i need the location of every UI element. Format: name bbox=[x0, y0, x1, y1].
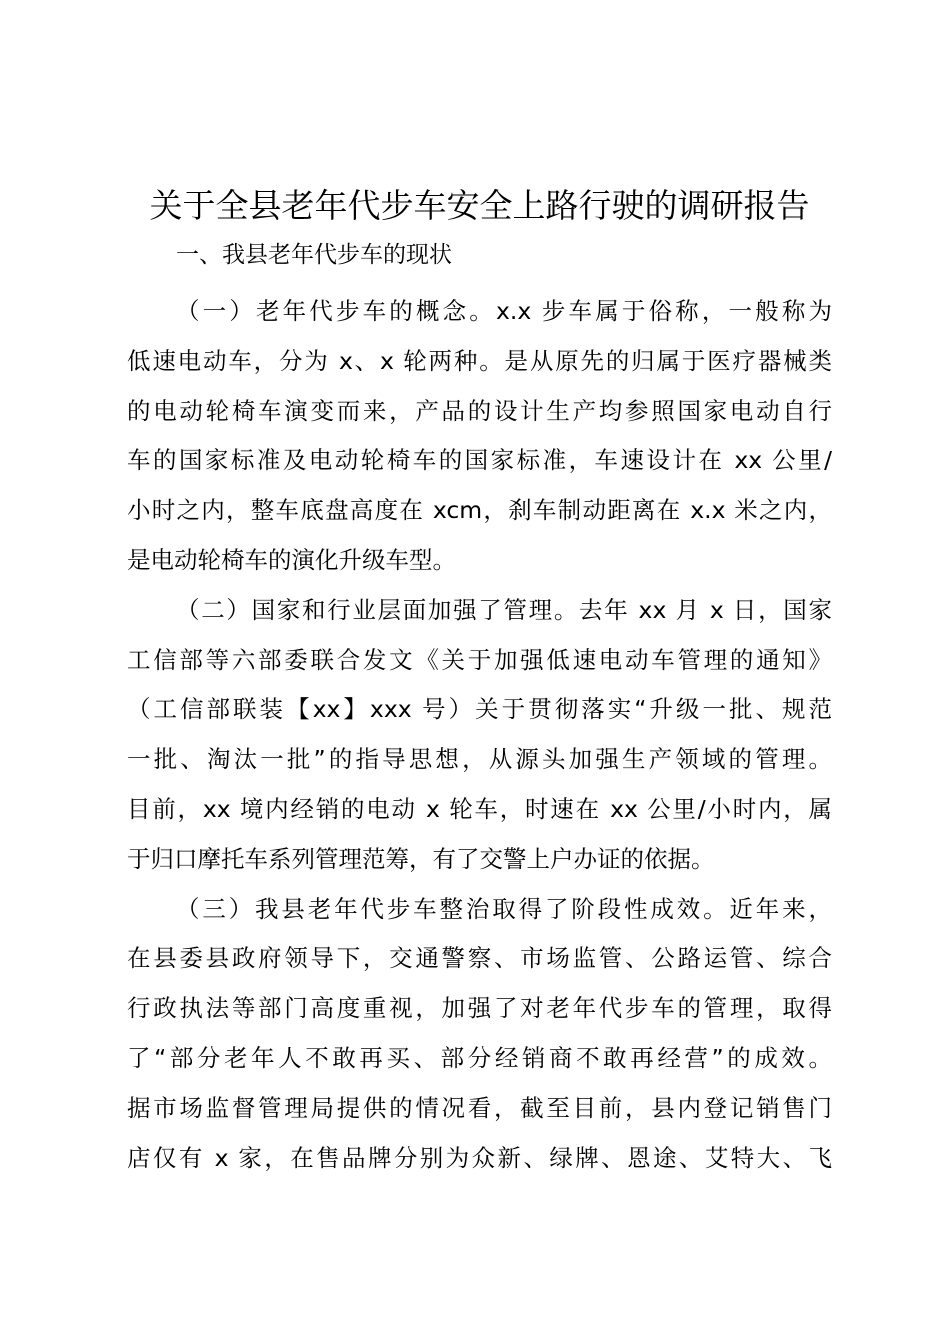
paragraph-line: （三）我县老年代步车整治取得了阶段性成效。近年来， bbox=[176, 894, 832, 923]
paragraph-1 bbox=[127, 287, 832, 586]
document-title: 关于全县老年代步车安全上路行驶的调研报告 bbox=[149, 186, 810, 225]
paragraph-line: 目前，xx 境内经销的电动 x 轮车，时速在 xx 公里/小时内，属 bbox=[127, 794, 832, 823]
paragraph-line: 车的国家标准及电动轮椅车的国家标准，车速设计在 xx 公里/ bbox=[127, 446, 832, 475]
paragraph-line: 一批、淘汰一批”的指导思想，从源头加强生产领域的管理。 bbox=[127, 745, 832, 774]
paragraph-line: 小时之内，整车底盘高度在 xcm，刹车制动距离在 x.x 米之内， bbox=[127, 496, 832, 525]
paragraph-2 bbox=[127, 586, 832, 885]
paragraph-line: 据市场监督管理局提供的情况看，截至目前，县内登记销售门 bbox=[127, 1093, 832, 1122]
paragraph-line: 了“部分老年人不敢再买、部分经销商不敢再经营”的成效。 bbox=[127, 1043, 832, 1072]
section-heading: 一、我县老年代步车的现状 bbox=[176, 242, 452, 268]
paragraph-line: （一）老年代步车的概念。x.x 步车属于俗称，一般称为 bbox=[176, 297, 832, 325]
paragraph-line: 的电动轮椅车演变而来，产品的设计生产均参照国家电动自行 bbox=[127, 396, 832, 425]
paragraph-line: 是电动轮椅车的演化升级车型。 bbox=[127, 545, 456, 574]
paragraph-line: （工信部联装【xx】xxx 号）关于贯彻落实“升级一批、规范 bbox=[127, 695, 832, 724]
paragraph-line: 在县委县政府领导下，交通警察、市场监管、公路运管、综合 bbox=[127, 944, 832, 973]
paragraph-line: （二）国家和行业层面加强了管理。去年 xx 月 x 日，国家 bbox=[176, 595, 832, 624]
paragraph-line: 行政执法等部门高度重视，加强了对老年代步车的管理，取得 bbox=[127, 994, 832, 1023]
paragraph-line: 于归口摩托车系列管理范筹，有了交警上户办证的依据。 bbox=[127, 844, 715, 873]
paragraph-line: 低速电动车，分为 x、x 轮两种。是从原先的归属于医疗器械类 bbox=[127, 346, 832, 375]
paragraph-line: 店仅有 x 家，在售品牌分别为众新、绿牌、恩途、艾特大、飞 bbox=[127, 1143, 832, 1172]
paragraph-3 bbox=[127, 885, 832, 1184]
paragraph-line: 工信部等六部委联合发文《关于加强低速电动车管理的通知》 bbox=[127, 645, 832, 674]
document-page bbox=[127, 178, 832, 1183]
